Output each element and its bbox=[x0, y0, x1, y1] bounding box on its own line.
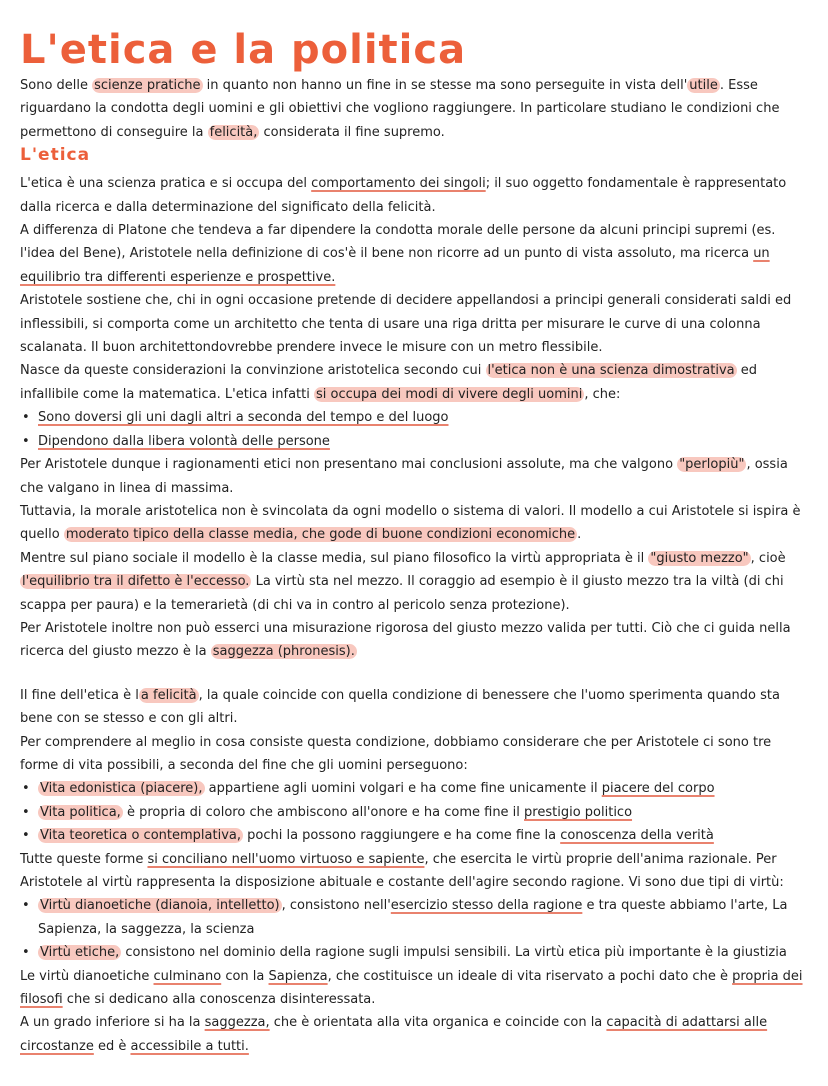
text: consistono nel dominio della ragione sugli impulsi sensibili. La virtù etica più importante è la giustizia bbox=[121, 945, 787, 961]
underlined-text: si conciliano nell'uomo virtuoso e sapiente bbox=[147, 851, 425, 867]
highlight: a felicità bbox=[140, 687, 197, 703]
text: pochi la possono raggiungere e ha come fine la bbox=[243, 828, 561, 844]
highlight: l'equilibrio tra il difetto è l'eccesso. bbox=[22, 574, 250, 590]
list-forms-of-life bbox=[20, 777, 810, 847]
list-item bbox=[20, 941, 810, 964]
list-item bbox=[20, 777, 810, 800]
highlight: moderato tipico della classe media, che gode di buone condizioni economiche bbox=[65, 527, 576, 543]
text: , che esercita le virtù proprie dell'anima razionale. Per Aristotele al virtù rappresenta la disposizione abituale e costante dell'agire secondo ragione. Vi sono due tipi di virtù: bbox=[20, 851, 784, 890]
highlight: Vita politica, bbox=[40, 804, 121, 820]
text: La virtù sta nel mezzo. Il coraggio ad esempio è il giusto mezzo tra la viltà (di chi scappa per paura) e la temerarietà (di chi va in contro al pericolo senza protezione). bbox=[20, 574, 784, 613]
text: Nasce da queste considerazioni la convinzione aristotelica secondo cui bbox=[20, 363, 486, 379]
text: e tra queste abbiamo l'arte, La Sapienza, la saggezza, la scienza bbox=[38, 898, 788, 937]
list-item bbox=[20, 430, 810, 453]
text: ed infallibile come la matematica. L'etica infatti bbox=[20, 363, 758, 402]
underlined-text: culminano bbox=[153, 968, 222, 984]
text: , che: bbox=[584, 386, 621, 402]
underlined-text: capacità di adattarsi alle circostanze bbox=[20, 1015, 768, 1054]
underlined-text: accessibile a tutti. bbox=[130, 1038, 249, 1054]
paragraph-2 bbox=[20, 219, 810, 289]
paragraph-12 bbox=[20, 965, 810, 1012]
highlight: l'etica non è una scienza dimostrativa bbox=[487, 363, 735, 379]
text: in quanto non hanno un fine in se stesse ma sono perseguite in vista dell' bbox=[202, 78, 688, 93]
underlined-text: prestigio politico bbox=[524, 804, 633, 820]
underlined-text: saggezza, bbox=[204, 1015, 270, 1031]
highlight: Vita teoretica o contemplativa, bbox=[40, 828, 241, 844]
underlined-text: propria dei filosofi bbox=[20, 968, 803, 1008]
paragraph-4 bbox=[20, 359, 810, 406]
highlight: utile bbox=[689, 78, 718, 93]
text: , consistono nell' bbox=[281, 898, 391, 914]
paragraph-3: Aristotele sostiene che, chi in ogni occasione pretende di decidere appellandosi a principi generali considerati saldi ed inflessibili, si comporta come un architetto che tenta di usare una riga dritta per misurare le curve di una colonna scalanata. Il buon architettondovrebbe prendere invece le misure con un metro flessibile. bbox=[20, 293, 792, 356]
list-item bbox=[20, 406, 810, 429]
text: che si dedicano alla conoscenza disinteressata. bbox=[62, 992, 376, 1008]
text: Sono delle bbox=[20, 78, 93, 93]
text: Tuttavia, la morale aristotelica non è svincolata da ogni modello o sistema di valori. Il modello a cui Aristotele si ispira è quello bbox=[20, 503, 801, 543]
page-title: L'etica e la politica bbox=[20, 27, 467, 73]
underlined-text: Sono doversi gli uni dagli altri a seconda del tempo e del luogo bbox=[38, 410, 449, 426]
paragraph-10: Per comprendere al meglio in cosa consiste questa condizione, dobbiamo considerare che per Aristotele ci sono tre forme di vita possibili, a seconda del fine che gli uomini perseguono: bbox=[20, 734, 772, 773]
underlined-text: piacere del corpo bbox=[601, 781, 715, 797]
highlight: Virtù etiche, bbox=[40, 945, 120, 961]
text: con la bbox=[221, 968, 269, 984]
underlined-text: esercizio stesso della ragione bbox=[390, 898, 583, 914]
highlight: felicità, bbox=[209, 124, 258, 140]
text: L'etica è una scienza pratica e si occupa del bbox=[20, 176, 312, 192]
underlined-text: Sapienza bbox=[268, 968, 328, 984]
section-title-etica: L'etica bbox=[20, 145, 91, 166]
underlined-text: conoscenza della verità bbox=[560, 828, 714, 844]
paragraph-5 bbox=[20, 453, 810, 500]
text: , ossia che valgano in linea di massima. bbox=[20, 457, 788, 496]
paragraph-8 bbox=[20, 617, 810, 664]
highlight: Virtù dianoetiche (dianoia, intelletto) bbox=[40, 898, 280, 914]
text: . bbox=[577, 527, 582, 543]
text: , cioè bbox=[750, 550, 786, 566]
list-item bbox=[20, 801, 810, 824]
list-virtues bbox=[20, 894, 810, 964]
text: , che costituisce un ideale di vita riservato a pochi dato che è bbox=[327, 968, 733, 984]
underlined-text: un equilibrio tra differenti esperienze e prospettive. bbox=[20, 246, 770, 285]
text: . Esse riguardano la condotta degli uomini e gli obiettivi che vogliono raggiungere. In particolare studiano le condizioni che permettono di conseguire la bbox=[20, 78, 780, 140]
paragraph-11 bbox=[20, 848, 810, 895]
list-item bbox=[20, 894, 810, 941]
intro-paragraph bbox=[20, 74, 810, 144]
text: è propria di coloro che ambiscono all'onore e ha come fine il bbox=[122, 804, 525, 820]
text: , la quale coincide con quella condizione di benessere che l'uomo sperimenta quando sta bene con se stesso e con gli altri. bbox=[20, 687, 780, 727]
text: Per Aristotele inoltre non può esserci una misurazione rigorosa del giusto mezzo valida per tutti. Ciò che ci guida nella ricerca del giusto mezzo è la bbox=[20, 620, 791, 660]
text: ; il suo oggetto fondamentale è rappresentato dalla ricerca e dalla determinazione del significato della felicità. bbox=[20, 176, 787, 215]
text: che è orientata alla vita organica e coincide con la bbox=[269, 1015, 607, 1031]
paragraph-9 bbox=[20, 684, 810, 731]
text: A un grado inferiore si ha la bbox=[20, 1015, 205, 1031]
highlight: si occupa dei modi di vivere degli uomini bbox=[316, 386, 583, 402]
list-ethics bbox=[20, 406, 810, 453]
underlined-text: Dipendono dalla libera volontà delle persone bbox=[38, 433, 330, 449]
highlight: saggezza (phronesis). bbox=[212, 644, 355, 660]
highlight: Vita edonistica (piacere), bbox=[40, 781, 203, 797]
highlight: "perlopiù" bbox=[679, 457, 745, 473]
text: appartiene agli uomini volgari e ha come fine unicamente il bbox=[204, 781, 602, 797]
text: Per Aristotele dunque i ragionamenti etici non presentano mai conclusioni assolute, ma che valgono bbox=[20, 457, 678, 473]
text: Il fine dell'etica è l bbox=[20, 687, 139, 703]
paragraph-13 bbox=[20, 1011, 810, 1058]
paragraph-6 bbox=[20, 500, 810, 547]
list-item bbox=[20, 824, 810, 847]
text: ed è bbox=[93, 1038, 131, 1054]
highlight: "giusto mezzo" bbox=[650, 550, 749, 566]
paragraph-7 bbox=[20, 547, 810, 617]
text: Le virtù dianoetiche bbox=[20, 968, 154, 984]
text: Tutte queste forme bbox=[20, 851, 148, 867]
text: considerata il fine supremo. bbox=[259, 124, 445, 140]
underlined-text: comportamento dei singoli bbox=[311, 176, 486, 192]
paragraph-1 bbox=[20, 172, 810, 219]
text: A differenza di Platone che tendeva a far dipendere la condotta morale delle persone da alcuni principi supremi (es. l'idea del Bene), Aristotele nella definizione di cos'è il bene non ricorre ad un punto di vista assoluto, ma ricerca bbox=[20, 223, 776, 262]
text: Mentre sul piano sociale il modello è la classe media, sul piano filosofico la virtù appropriata è il bbox=[20, 550, 649, 566]
highlight: scienze pratiche bbox=[94, 78, 201, 93]
